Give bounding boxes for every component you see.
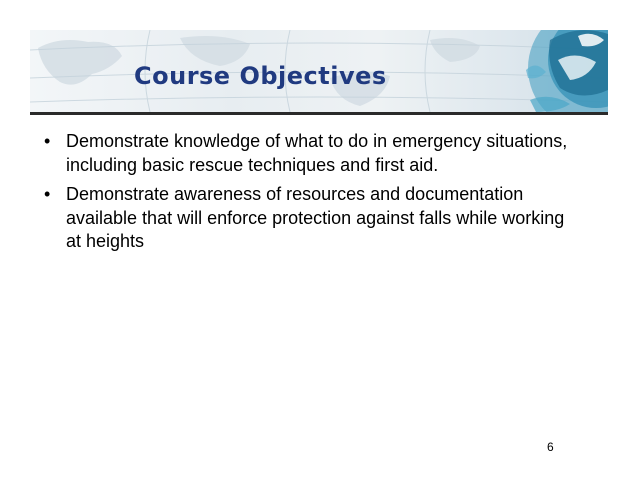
- page-number: 6: [547, 440, 554, 454]
- bullet-text: Demonstrate awareness of resources and documentation available that will enforce protection against falls while working at heights: [66, 184, 565, 251]
- bullet-icon: •: [44, 131, 51, 151]
- header-divider: [30, 112, 608, 115]
- bullet-list: [44, 130, 584, 260]
- list-item: [44, 130, 584, 177]
- slide-title: Course Objectives: [134, 62, 387, 90]
- list-item: [44, 183, 584, 254]
- bullet-icon: •: [44, 184, 51, 204]
- bullet-text: Demonstrate knowledge of what to do in emergency situations, including basic rescue techniques and first aid.: [66, 131, 568, 175]
